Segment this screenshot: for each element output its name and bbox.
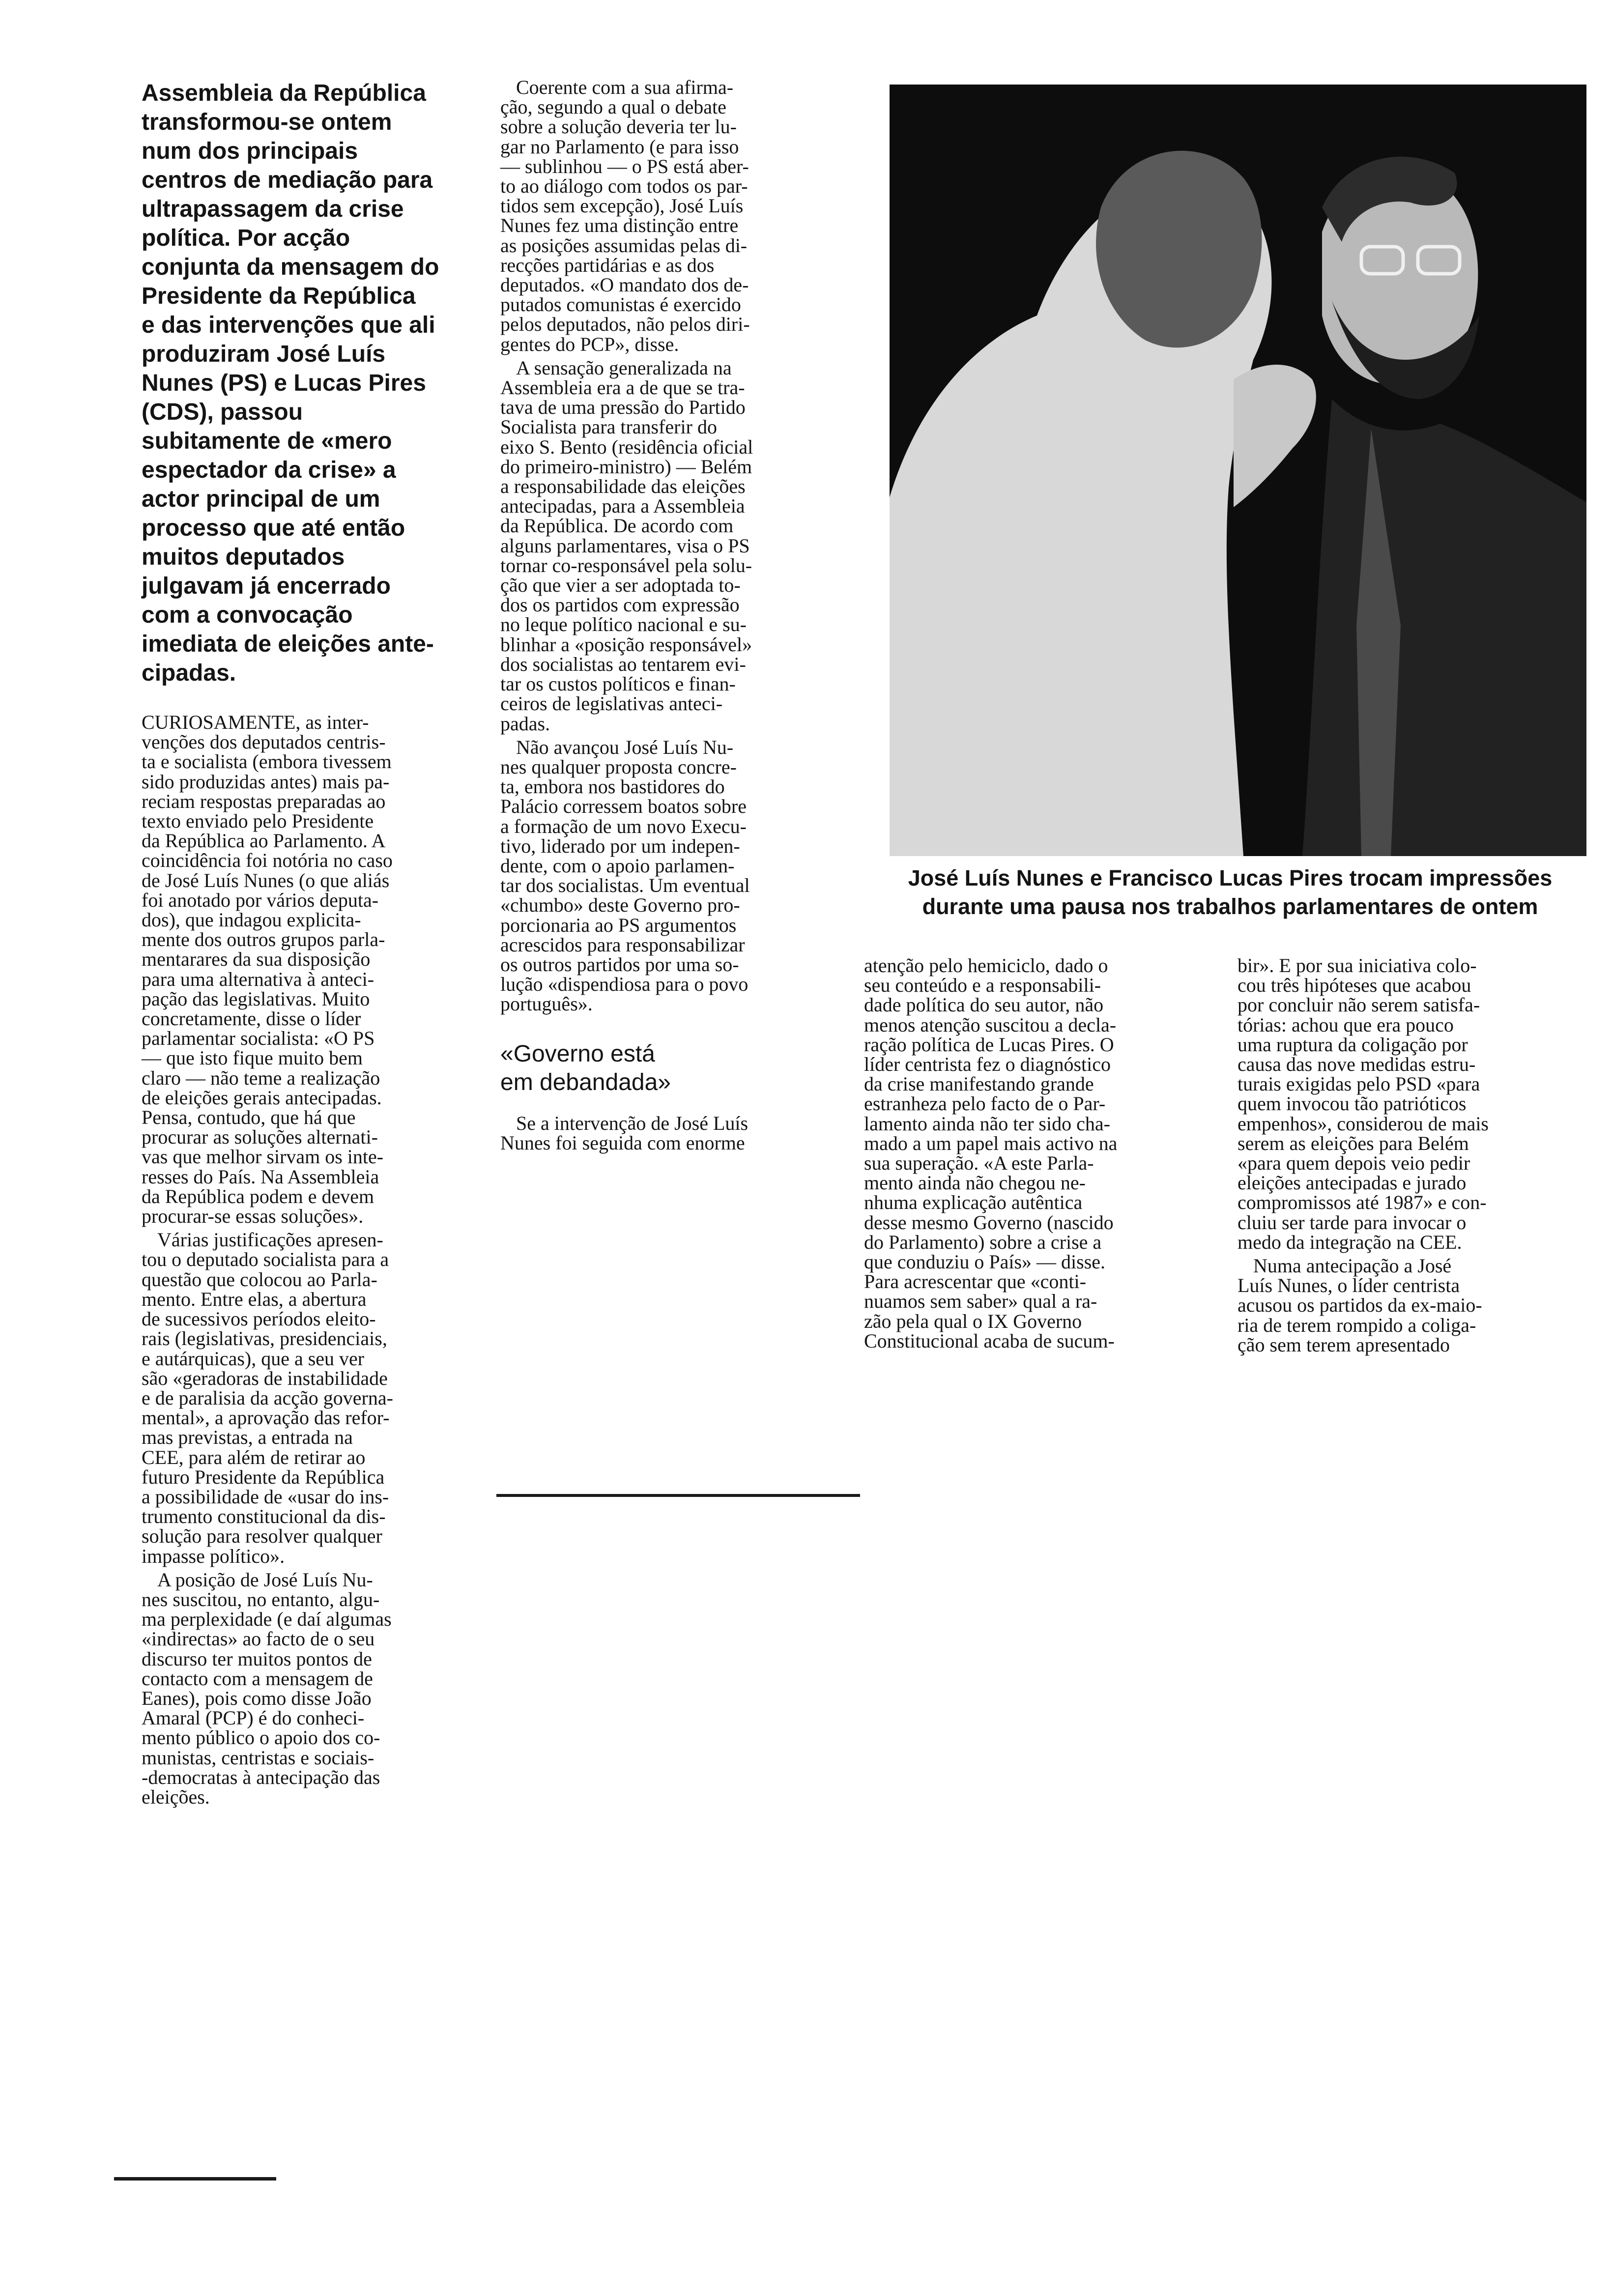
photo-image — [890, 85, 1586, 856]
column4-paragraph-1: bir». E por sua iniciativa colo- cou três hipóteses que acabou por concluir não serem satisfa- tórias: achou que era pouco uma ruptura da coligação por causa das nove medidas estru- turais exigidas pelo PSD «para quem invocou tão patrióticos empenhos», considerou de mais serem as eleições para Belém «para quem depois veio pedir eleições antecipadas e jurado compromissos até 1987» e con- cluiu ser tarde para invocar o medo da integração na CEE. — [1238, 954, 1489, 1253]
photo-caption: José Luís Nunes e Francisco Lucas Pires trocam impressões durante uma pausa nos trabalhos parlamentares de ontem — [908, 865, 1553, 919]
article-column-2 — [500, 78, 852, 1153]
column2-paragraph-3: Não avançou José Luís Nu- nes qualquer proposta concre- ta, embora nos bastidores do Palácio corressem boatos sobre a formação de um novo Execu- tivo, liderado por um indepen- dente, com o apoio parlamen- tar dos socialistas. Um eventual «chumbo» deste Governo pro- porcionaria ao PS argumentos acrescidos para responsabilizar os outros partidos por uma so- lução «dispendiosa para o povo português». — [500, 736, 750, 1015]
news-photo — [890, 85, 1586, 856]
subheading: «Governo está em debandada» — [500, 1040, 671, 1095]
column3-paragraph-1: atenção pelo hemiciclo, dado o seu conteúdo e a responsabili- dade política do seu autor, não menos atenção suscitou a decla- ração política de Lucas Pires. O líder centrista fez o diagnóstico da crise manifestando grande estranheza pelo facto de o Par- lamento ainda não ter sido cha- mado a um papel mais activo na sua superação. «A este Parla- mento ainda não chegou ne- nhuma explicação autêntica desse mesmo Governo (nascido do Parlamento) sobre a crise a que conduziu o País» — disse. Para acrescentar que «conti- nuamos sem saber» qual a ra- zão pela qual o IX Governo Constitucional acaba de sucum- — [864, 954, 1118, 1352]
column1-paragraph-1: CURIOSAMENTE, as inter- venções dos deputados centris- ta e socialista (embora tivessem sido produzidas antes) mais pa- reciam respostas preparadas ao texto enviado pelo Presidente da República ao Parlamento. A coincidência foi notória no caso de José Luís Nunes (o que aliás foi anotado por vários deputa- dos), que indagou explicita- mente dos outros grupos parla- mentarares da sua disposição para uma alternativa à antecі- pação das legislativas. Muito concretamente, disse o líder parlamentar socialista: «O PS — que isto fique muito bem claro — não teme a realização de eleições gerais antecipadas. Pensa, contudo, que há que procurar as soluções alternati- vas que melhor sirvam os inte- resses do País. Na Assembleia da República podem e devem procurar-se essas soluções». — [142, 711, 393, 1228]
column2-paragraph-1: Coerente com a sua afirma- ção, segundo a qual o debate sobre a solução deveria ter lu- gar no Parlamento (e para isso — sublinhou — o PS está aber- to ao diálogo com todos os par- tidos sem excepção), José Luís Nunes fez uma distinção entre as posições assumidas pelas di- recções partidárias e as dos deputados. «O mandato dos de- putados comunistas é exercido pelos deputados, não pelos diri- gentes do PCP», disse. — [500, 76, 750, 355]
lead-paragraph: Assembleia da República transformou-se ontem num dos principais centros de mediação para ultrapassagem da crise política. Por acção conjunta da mensagem do Presidente da República e das intervenções que ali produziram José Luís Nunes (PS) e Lucas Pires (CDS), passou subitamente de «mero espectador da crise» a actor principal de um processo que até então muitos deputados julgavam já encerrado com a convocação imediata de eleições ante- cipadas. — [142, 80, 439, 686]
column4-paragraph-2: Numa antecipação a José Luís Nunes, o líder centrista acusou os partidos da ex-maio- ria de terem rompido a coliga- ção sem terem apresentado — [1238, 1255, 1482, 1356]
column1-paragraph-3: A posição de José Luís Nu- nes suscitou, no entanto, algu- ma perplexidade (e daí algumas «indirectas» ao facto de o seu discurso ter muitos pontos de contacto com a mensagem de Eanes), pois como disse João Amaral (PCP) é do conheci- mento público o apoio dos co- munistas, centristas e sociais- -democratas à antecipação das eleições. — [142, 1568, 392, 1808]
article-column-4 — [1238, 956, 1589, 1355]
article-column-3 — [864, 956, 1216, 1351]
column1-paragraph-2: Várias justificações apresen- tou o deputado socialista para a questão que colocou ao Parla- mento. Entre elas, a abertura de sucessivos períodos eleito- rais (legislativas, presidenciais, e autárquicas), que a seu ver são «geradoras de instabilidade e de paralisia da acção governa- mental», a aprovação das refor- mas previstas, a entrada na CEE, para além de retirar ao futuro Presidente da República a possibilidade de «usar do ins- trumento constitucional da dis- solução para resolver qualquer impasse político». — [142, 1229, 393, 1567]
column2-end-rule — [496, 1494, 860, 1497]
column2-paragraph-4: Se a intervenção de José Luís Nunes foi seguida com enorme — [500, 1112, 748, 1154]
column1-end-rule — [114, 2177, 276, 2181]
column2-paragraph-2: A sensação generalizada na Assembleia era a de que se tra- tava de uma pressão do Partido Socialista para transferir do eixo S. Bento (residência oficial do primeiro-ministro) — Belém a responsabilidade das eleições antecipadas, para a Assembleia da República. De acordo com alguns parlamentares, visa o PS tornar co-responsável pela solu- ção que vier a ser adoptada to- dos os partidos com expressão no leque político nacional e su- blinhar a «posição responsável» dos socialistas ao tentarem evi- tar os custos políticos e finan- ceiros de legislativas anteci- padas. — [500, 356, 753, 735]
article-column-1 — [142, 713, 471, 1807]
